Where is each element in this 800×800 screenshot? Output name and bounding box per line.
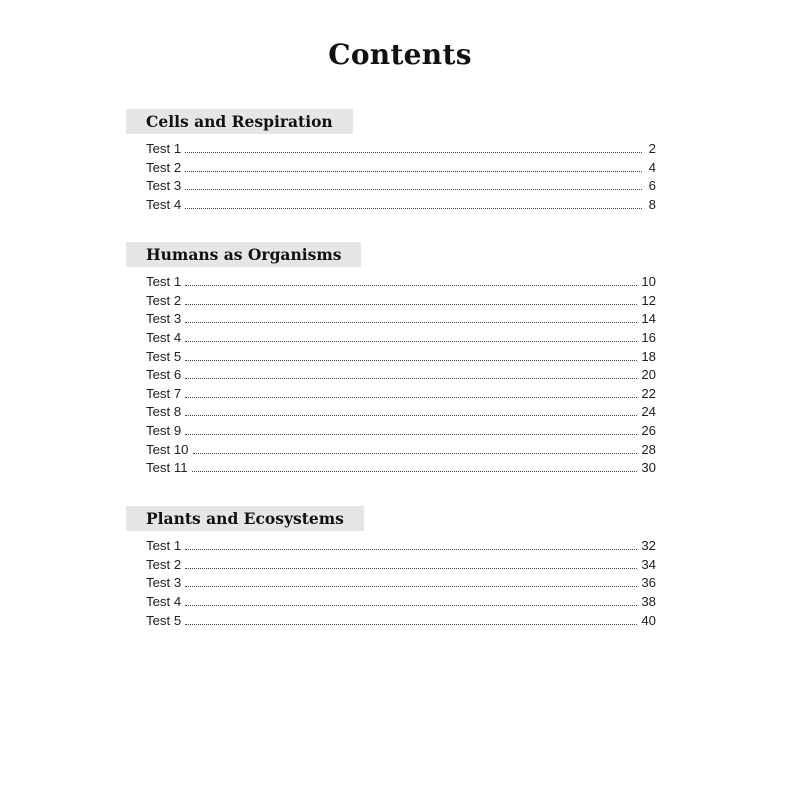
dot-leader bbox=[185, 304, 637, 305]
toc-entry-page-number: 38 bbox=[641, 593, 656, 609]
page-title: Contents bbox=[328, 38, 472, 71]
toc-entry-label: Test 3 bbox=[146, 311, 182, 327]
dot-leader bbox=[185, 322, 637, 323]
toc-entry-page-number: 18 bbox=[641, 348, 656, 364]
section-heading: Cells and Respiration bbox=[126, 109, 353, 134]
toc-entry bbox=[146, 141, 656, 160]
toc-entry-label: Test 2 bbox=[146, 556, 182, 572]
toc-entry bbox=[146, 330, 656, 349]
dot-leader bbox=[185, 605, 637, 606]
toc-entry bbox=[146, 538, 656, 557]
toc-entry bbox=[146, 311, 656, 330]
toc-entry-label: Test 4 bbox=[146, 196, 182, 212]
toc-entry-page-number: 32 bbox=[641, 538, 656, 553]
toc-entry-page-number: 16 bbox=[641, 329, 656, 345]
toc-list bbox=[126, 538, 656, 631]
section-cells-and-respiration bbox=[126, 109, 656, 216]
toc-entry-label: Test 4 bbox=[146, 593, 182, 609]
toc-entry-label: Test 5 bbox=[146, 612, 182, 628]
toc-entry-page-number: 8 bbox=[648, 196, 656, 212]
toc-entry-label: Test 4 bbox=[146, 329, 182, 345]
toc-entry-label: Test 10 bbox=[146, 441, 189, 457]
toc-entry-label: Test 7 bbox=[146, 385, 182, 401]
dot-leader bbox=[185, 360, 637, 361]
toc-entry-page-number: 28 bbox=[641, 441, 656, 457]
toc-entry-label: Test 3 bbox=[146, 178, 182, 194]
dot-leader bbox=[185, 549, 637, 550]
dot-leader bbox=[185, 434, 637, 435]
toc-entry bbox=[146, 197, 656, 216]
toc-entry-page-number: 6 bbox=[648, 178, 656, 194]
dot-leader bbox=[185, 171, 642, 172]
dot-leader bbox=[185, 568, 637, 569]
toc-entry bbox=[146, 557, 656, 576]
toc-entry-page-number: 2 bbox=[648, 141, 656, 156]
toc-list bbox=[126, 141, 656, 216]
toc-entry-label: Test 11 bbox=[146, 460, 188, 476]
dot-leader bbox=[185, 208, 642, 209]
toc-entry bbox=[146, 442, 656, 461]
toc-entry-label: Test 8 bbox=[146, 404, 182, 420]
toc-entry bbox=[146, 274, 656, 293]
toc-entry-page-number: 4 bbox=[648, 159, 656, 175]
toc-entry-label: Test 5 bbox=[146, 348, 182, 364]
dot-leader bbox=[185, 378, 637, 379]
toc-entry-page-number: 20 bbox=[641, 367, 656, 383]
toc-entry-page-number: 30 bbox=[641, 460, 656, 476]
section-plants-and-ecosystems bbox=[126, 506, 656, 631]
toc-entry-page-number: 34 bbox=[641, 556, 656, 572]
toc-entry-page-number: 26 bbox=[641, 423, 656, 439]
toc-entry bbox=[146, 594, 656, 613]
dot-leader bbox=[185, 624, 637, 625]
dot-leader bbox=[185, 152, 642, 153]
toc-list bbox=[126, 274, 656, 479]
dot-leader bbox=[193, 453, 638, 454]
dot-leader bbox=[185, 397, 637, 398]
dot-leader bbox=[192, 471, 638, 472]
toc-entry-label: Test 3 bbox=[146, 575, 182, 591]
toc-entry-label: Test 9 bbox=[146, 423, 182, 439]
toc-entry bbox=[146, 423, 656, 442]
section-heading: Humans as Organisms bbox=[126, 242, 361, 267]
toc-entry bbox=[146, 367, 656, 386]
toc-entry-label: Test 6 bbox=[146, 367, 182, 383]
toc-entry-page-number: 24 bbox=[641, 404, 656, 420]
toc-entry bbox=[146, 404, 656, 423]
toc-entry-label: Test 2 bbox=[146, 159, 182, 175]
toc-entry-page-number: 36 bbox=[641, 575, 656, 591]
toc-entry bbox=[146, 160, 656, 179]
toc-entry-page-number: 12 bbox=[641, 292, 656, 308]
dot-leader bbox=[185, 189, 642, 190]
toc-entry bbox=[146, 349, 656, 368]
dot-leader bbox=[185, 586, 637, 587]
toc-entry bbox=[146, 178, 656, 197]
toc-entry bbox=[146, 460, 656, 479]
toc-entry-label: Test 1 bbox=[146, 141, 182, 156]
toc-entry bbox=[146, 613, 656, 632]
toc-entry-page-number: 40 bbox=[641, 612, 656, 628]
dot-leader bbox=[185, 285, 637, 286]
toc-entry-label: Test 1 bbox=[146, 274, 182, 289]
dot-leader bbox=[185, 415, 637, 416]
toc-entry bbox=[146, 293, 656, 312]
toc-entry-label: Test 2 bbox=[146, 292, 182, 308]
toc-entry-page-number: 14 bbox=[641, 311, 656, 327]
toc-entry-page-number: 10 bbox=[641, 274, 656, 289]
toc-entry-page-number: 22 bbox=[641, 385, 656, 401]
section-heading: Plants and Ecosystems bbox=[126, 506, 364, 531]
dot-leader bbox=[185, 341, 637, 342]
toc-entry bbox=[146, 386, 656, 405]
toc-entry-label: Test 1 bbox=[146, 538, 182, 553]
section-humans-as-organisms bbox=[126, 242, 656, 479]
toc-entry bbox=[146, 575, 656, 594]
